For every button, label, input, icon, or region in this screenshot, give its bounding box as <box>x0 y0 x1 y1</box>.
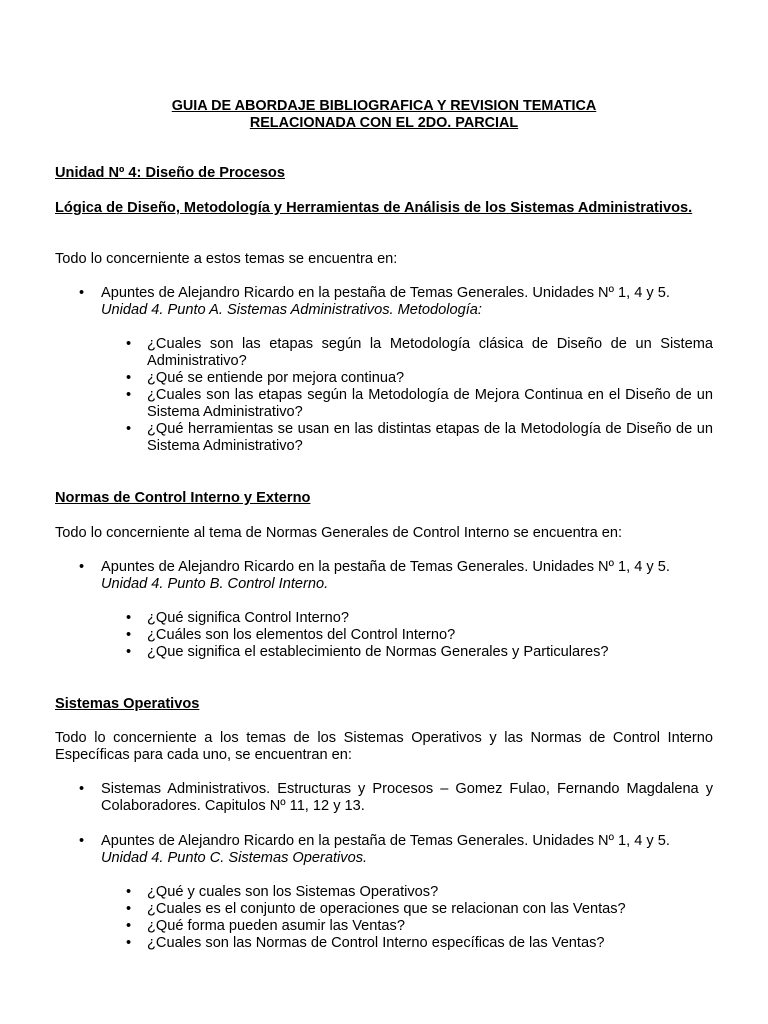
section1-sources <box>101 285 713 319</box>
section3-sources <box>101 833 713 867</box>
section1-intro: Todo lo concerniente a estos temas se encuentra en: <box>55 251 398 267</box>
title-line-2: RELACIONADA CON EL 2DO. PARCIAL <box>249 115 519 131</box>
question-item: • ¿Que significa el establecimiento de Normas Generales y Particulares? <box>147 644 713 661</box>
question-item: • ¿Qué se entiende por mejora continua? <box>147 370 713 387</box>
question-item: • ¿Cuales son las etapas según la Metodología clásica de Diseño de un Sistema Administrativo? <box>147 336 713 370</box>
question-item: • ¿Cuáles son los elementos del Control Interno? <box>147 627 713 644</box>
unit-heading: Unidad Nº 4: Diseño de Procesos <box>55 165 285 181</box>
source-italic: Unidad 4. Punto C. Sistemas Operativos. <box>101 850 368 866</box>
section3-book-source <box>101 781 713 815</box>
question-item: • ¿Cuales son las etapas según la Metodología de Mejora Continua en el Diseño de un Sistema Administrativo? <box>147 387 713 421</box>
section2-intro: Todo lo concerniente al tema de Normas Generales de Control Interno se encuentra en: <box>55 525 623 541</box>
source-italic: Unidad 4. Punto A. Sistemas Administrativos. Metodología: <box>101 302 482 318</box>
list-item <box>101 285 713 319</box>
question-item: • ¿Qué herramientas se usan en las distintas etapas de la Metodología de Diseño de un Sistema Administrativo? <box>147 421 713 455</box>
source-italic: Unidad 4. Punto B. Control Interno. <box>101 576 329 592</box>
source-text: Apuntes de Alejandro Ricardo en la pestaña de Temas Generales. Unidades Nº 1, 4 y 5. <box>101 559 670 575</box>
question-item: • ¿Qué forma pueden asumir las Ventas? <box>147 918 713 935</box>
section3-intro: Todo lo concerniente a los temas de los Sistemas Operativos y las Normas de Control Interno Específicas para cada uno, se encuentran en: <box>55 730 713 763</box>
question-item: • ¿Qué significa Control Interno? <box>147 610 713 627</box>
source-text: Apuntes de Alejandro Ricardo en la pestaña de Temas Generales. Unidades Nº 1, 4 y 5. <box>101 833 670 849</box>
section2-sources <box>101 559 713 593</box>
source-text: Apuntes de Alejandro Ricardo en la pestaña de Temas Generales. Unidades Nº 1, 4 y 5. <box>101 285 670 301</box>
title-line-1: GUIA DE ABORDAJE BIBLIOGRAFICA Y REVISION TEMATICA <box>171 98 597 114</box>
question-item: • ¿Cuales es el conjunto de operaciones que se relacionan con las Ventas? <box>147 901 713 918</box>
document-title <box>0 98 768 132</box>
section1-questions <box>147 336 713 455</box>
list-item: • Sistemas Administrativos. Estructuras y Procesos – Gomez Fulao, Fernando Magdalena y Colaboradores. Capitulos Nº 11, 12 y 13. <box>101 781 713 815</box>
question-item: • ¿Cuales son las Normas de Control Interno específicas de las Ventas? <box>147 935 713 952</box>
section2-questions <box>147 610 713 661</box>
list-item <box>101 559 713 593</box>
list-item <box>101 833 713 867</box>
section3-heading: Sistemas Operativos <box>55 696 200 712</box>
section1-heading: Lógica de Diseño, Metodología y Herramientas de Análisis de los Sistemas Administrativos. <box>55 200 693 216</box>
section3-questions <box>147 884 713 952</box>
question-item: • ¿Qué y cuales son los Sistemas Operativos? <box>147 884 713 901</box>
section2-heading: Normas de Control Interno y Externo <box>55 490 311 506</box>
